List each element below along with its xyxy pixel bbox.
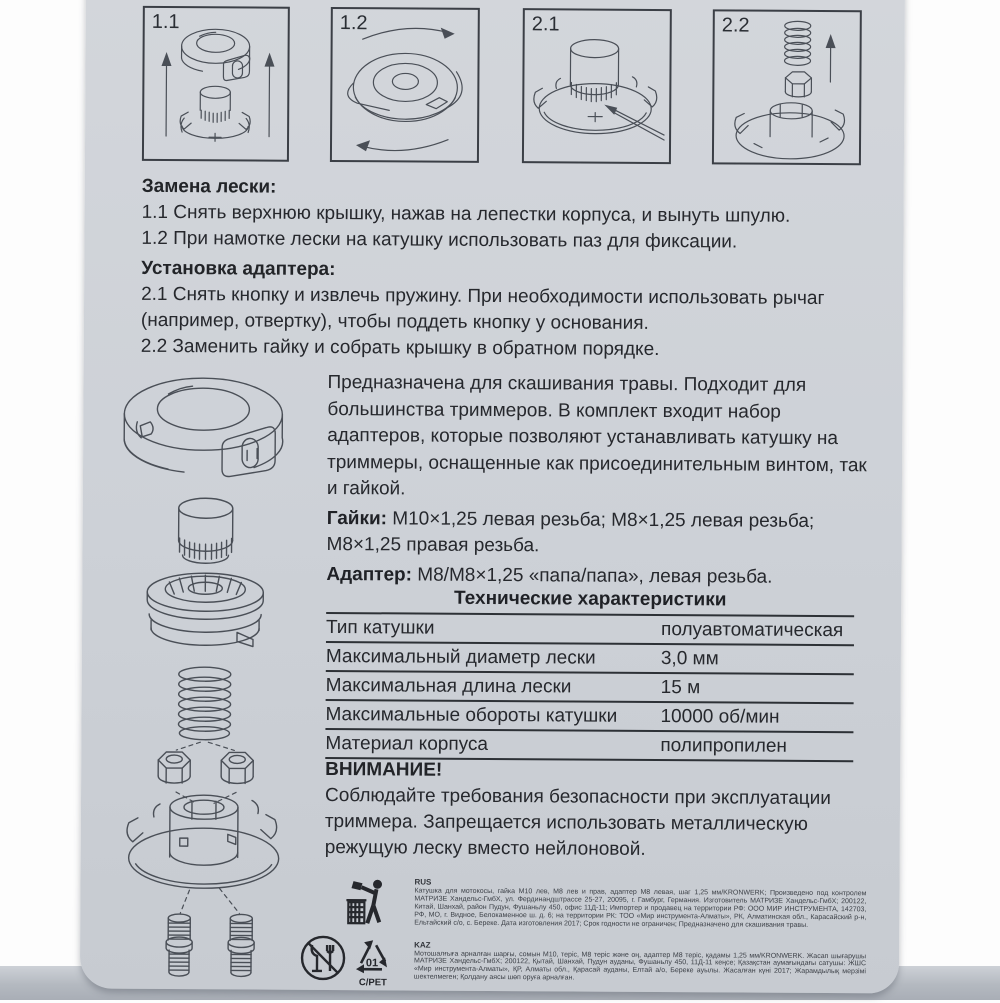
step-diagram-1-2 (330, 7, 480, 163)
step-label: 1.2 (339, 12, 368, 35)
spec-name: Максимальная длина лески (325, 674, 572, 698)
step-label: 1.1 (151, 10, 180, 34)
product-description (326, 370, 874, 594)
warning-block (325, 757, 878, 864)
specs-table-title: Технические характеристики (326, 587, 854, 617)
legal-kaz-text: Мотошалғыға арналған шарғы, сомын M10, теріс, M8 теріс және оң, адаптер M8 теріс, қадамы 1,25 мм/KRONWERK. Жасап шығарушы МАТРИЗЕ Хандельс-ГмбХ; 200122, Қытай, Шанхай, Пудун ауданы, Фушаньлу 450, 11Д-11 кеңсе; Қазақстан аумағындағы сатушы: ЖШС «Мир инструмента-Алматы», ҚР, Алматы обл., Қарасай ауданы, Елтай а/о, Береке ауылы. Жасалған күні 2017; Жарамдылық мерзімі шектелмеген; Қолдану аясы шөп оруға арналған. (413, 950, 867, 982)
recycle-material-text: C/PET (358, 977, 387, 989)
table-row (326, 614, 854, 646)
spec-name: Тип катушки (326, 616, 435, 639)
warning-text: Соблюдайте требования безопасности при эксплуатации триммера. Запрещается использовать металлическую режущую леску вместо нейлоновой. (324, 784, 831, 860)
step-label: 2.2 (721, 14, 750, 37)
instruction-leaflet (80, 0, 905, 993)
spec-name: Максимальный диаметр лески (325, 645, 596, 669)
step-label: 2.1 (531, 13, 560, 36)
spec-value: 10000 об/мин (660, 706, 780, 728)
no-food-contact-icon (299, 931, 347, 985)
spec-name: Максимальные обороты катушки (325, 703, 618, 727)
step-diagram-2-2 (712, 9, 862, 165)
step-text-2-2: 2.2 Заменить гайку и собрать крышку в обратном порядке. (140, 335, 660, 361)
instructions-text (141, 174, 868, 364)
step-text-2-1: 2.1 Снять кнопку и извлечь пружину. При необходимости использовать рычаг (например, отвертку), чтобы поддеть кнопку у основания. (140, 283, 825, 334)
table-row (326, 672, 854, 704)
spec-value: 15 м (660, 677, 701, 699)
tidy-man-icon (344, 878, 390, 932)
table-row (325, 701, 853, 733)
warning-title: ВНИМАНИЕ! (325, 758, 443, 781)
step-diagram-1-1 (142, 6, 290, 162)
nuts-value: M10×1,25 левая резьба; M8×1,25 левая резьба; M8×1,25 правая резьба. (326, 507, 815, 557)
adapter-label: Адаптер: (326, 563, 413, 586)
nuts-label: Гайки: (326, 507, 388, 529)
exploded-parts-drawing (107, 370, 321, 981)
nuts-spec (326, 505, 873, 561)
spec-value: полуавтоматическая (660, 619, 844, 642)
step-text-1-1: 1.1 Снять верхнюю крышку, нажав на лепестки корпуса, и вынуть шпулю. (141, 201, 791, 227)
section-title-line-replacement: Замена лески: (141, 175, 277, 198)
spec-value: 3,0 мм (660, 648, 719, 670)
specs-table (325, 587, 854, 762)
table-row (326, 643, 854, 675)
section-title-adapter-install: Установка адаптера: (141, 257, 336, 281)
description-paragraph: Предназначена для скашивания травы. Подходит для большинства триммеров. В комплект входит набор адаптеров, которые позволяют устанавливать катушку на триммеры, оснащенные как присоединительным винтом, так и гайкой. (326, 371, 867, 500)
spec-value: полипропилен (660, 735, 788, 757)
legal-rus-label: RUS (414, 877, 432, 887)
legal-info (414, 878, 867, 985)
step-diagram-2-1 (522, 8, 672, 164)
spec-name: Материал корпуса (325, 732, 489, 755)
legal-kaz-label: KAZ (414, 940, 431, 950)
recycle-code-text: 01 (365, 957, 379, 970)
recycling-pet-icon (348, 928, 396, 988)
adapter-value: M8/M8×1,25 «папа/папа», левая резьба. (417, 564, 773, 588)
legal-rus-text: Катушка для мотокосы, гайка M10 лев, M8 лев и прав, адаптер M8 левая, шаг 1,25 мм/KRONWERK; Произведено под контролем МАТРИЗЕ Хандельс-ГмбХ, ул. Фердинандштрассе 25-27, 20095, г. Гамбург, Германия. Изготовитель МАТРИЗЕ Хандельс-ГмбХ; 200122, Китай, Шанхай, район Пудун, Фушаньлу 450, офис 11Д-11; Импортер и продавец на территории РФ: ООО МИР ИНСТРУМЕНТА, 142703, РФ, МО, г. Видное, Белокаменное ш. д. 6; на территории РК: ТОО «Мир инструмента-Алматы», РК, Алматинская обл., Карасайский р-н, Ельтайский с/о, с. Береке. Дата изготовления 2017; Срок годности не ограничен; Предназначено для скашивания травы. (414, 887, 867, 929)
step-text-1-2: 1.2 При намотке лески на катушку использовать паз для фиксации. (141, 227, 738, 253)
